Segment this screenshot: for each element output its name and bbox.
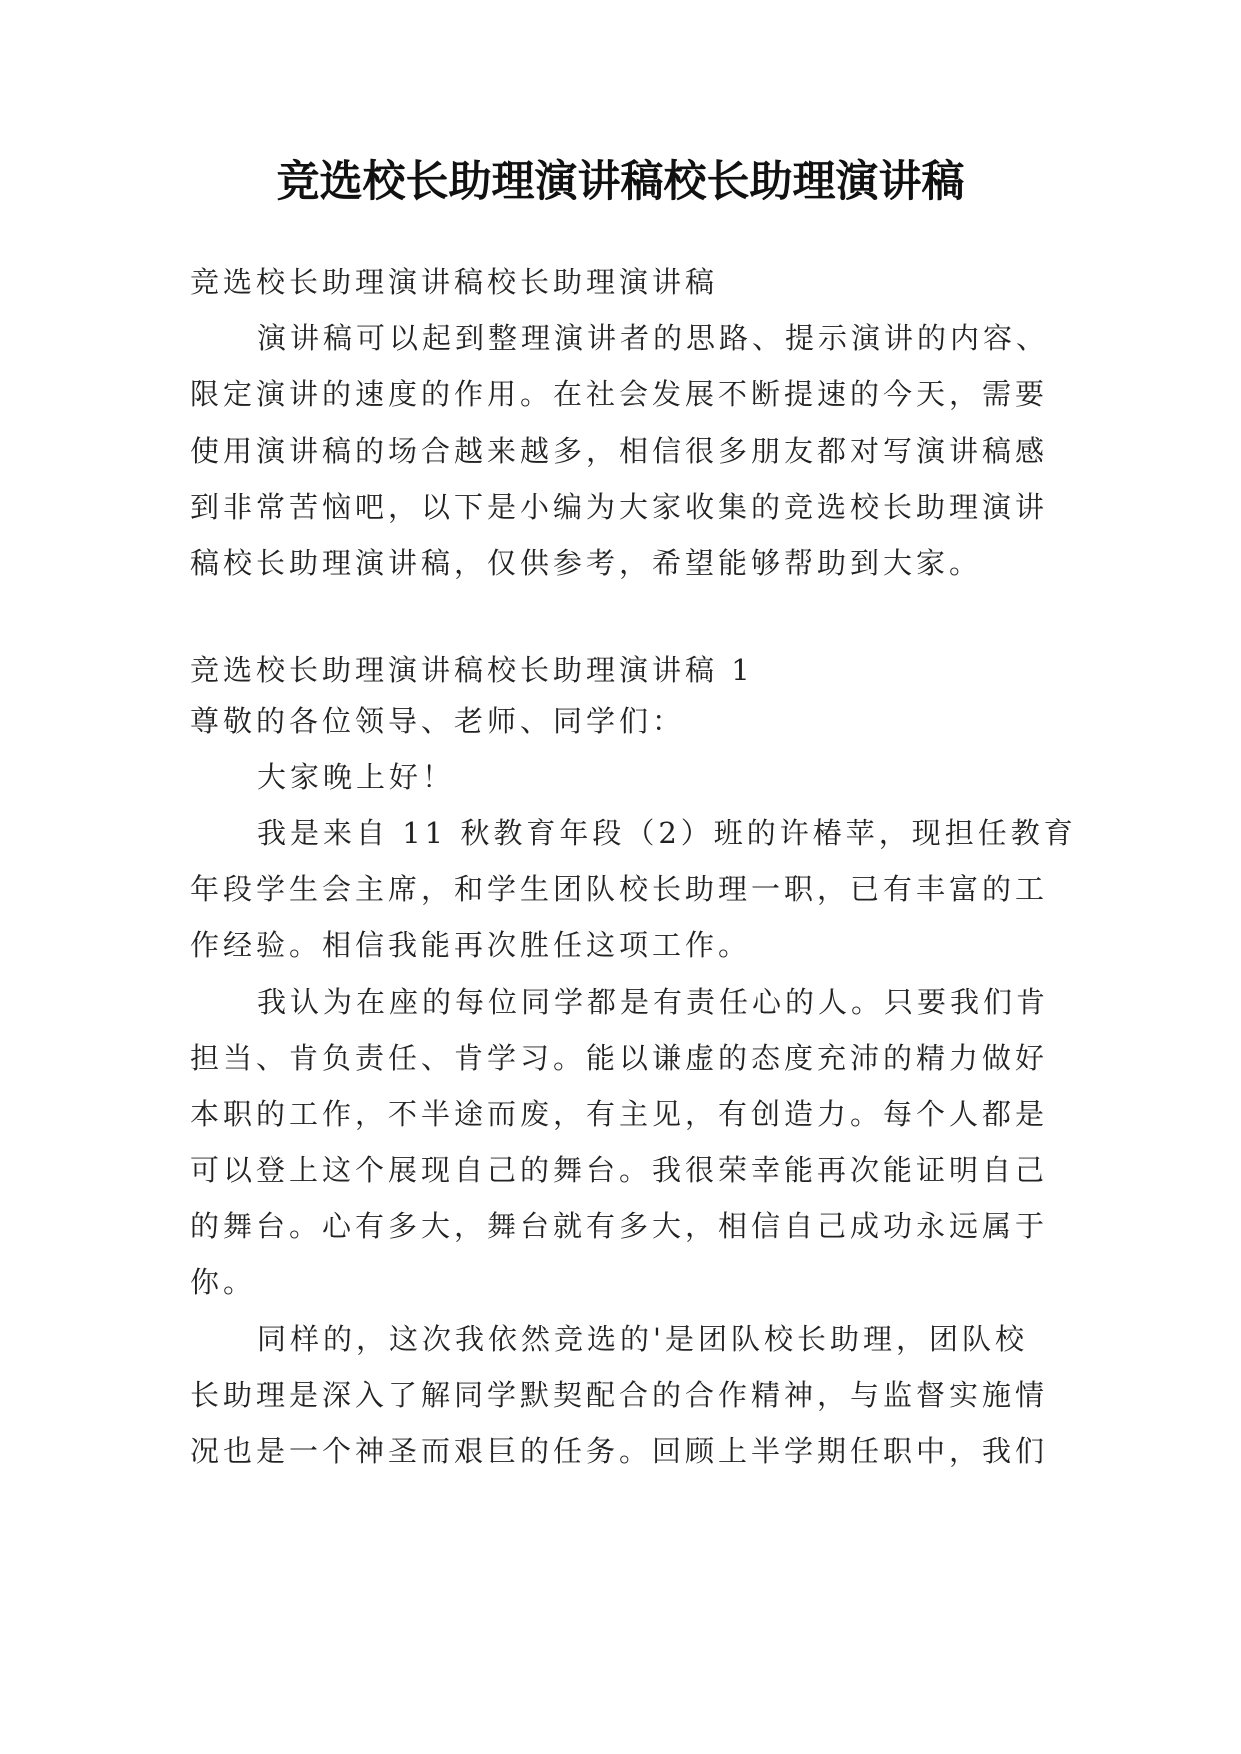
text-line: 的舞台。心有多大，舞台就有多大，相信自己成功永远属于 <box>190 1209 1049 1243</box>
text-line: 长助理是深入了解同学默契配合的合作精神，与监督实施情 <box>190 1378 1049 1412</box>
text-line: 年段学生会主席，和学生团队校长助理一职，已有丰富的工 <box>190 872 1049 906</box>
text-line: 可以登上这个展现自己的舞台。我很荣幸能再次能证明自己 <box>190 1153 1049 1187</box>
text-line: 你。 <box>190 1265 257 1299</box>
subtitle-line: 竞选校长助理演讲稿校长助理演讲稿 <box>190 265 719 299</box>
text-line: 同样的，这次我依然竞选的'是团队校长助理，团队校 <box>257 1322 1028 1356</box>
text-line: 演讲稿可以起到整理演讲者的思路、提示演讲的内容、 <box>257 321 1050 355</box>
text-line: 本职的工作，不半途而废，有主见，有创造力。每个人都是 <box>190 1097 1049 1131</box>
text-line: 使用演讲稿的场合越来越多，相信很多朋友都对写演讲稿感 <box>190 434 1049 468</box>
salutation-line: 尊敬的各位领导、老师、同学们： <box>190 704 686 738</box>
text-line: 稿校长助理演讲稿，仅供参考，希望能够帮助到大家。 <box>190 546 983 580</box>
text-line: 限定演讲的速度的作用。在社会发展不断提速的今天，需要 <box>190 377 1049 411</box>
text-line: 况也是一个神圣而艰巨的任务。回顾上半学期任职中，我们 <box>190 1434 1049 1468</box>
text-line: 我认为在座的每位同学都是有责任心的人。只要我们肯 <box>257 985 1050 1019</box>
text-line: 到非常苦恼吧，以下是小编为大家收集的竞选校长助理演讲 <box>190 490 1049 524</box>
section-heading: 竞选校长助理演讲稿校长助理演讲稿 1 <box>190 653 754 687</box>
text-line: 作经验。相信我能再次胜任这项工作。 <box>190 928 752 962</box>
document-title: 竞选校长助理演讲稿校长助理演讲稿 <box>276 157 965 207</box>
greeting-line: 大家晚上好！ <box>257 760 456 794</box>
text-line: 我是来自 11 秋教育年段（2）班的许椿苹，现担任教育 <box>257 816 1077 850</box>
text-line: 担当、肯负责任、肯学习。能以谦虚的态度充沛的精力做好 <box>190 1041 1049 1075</box>
